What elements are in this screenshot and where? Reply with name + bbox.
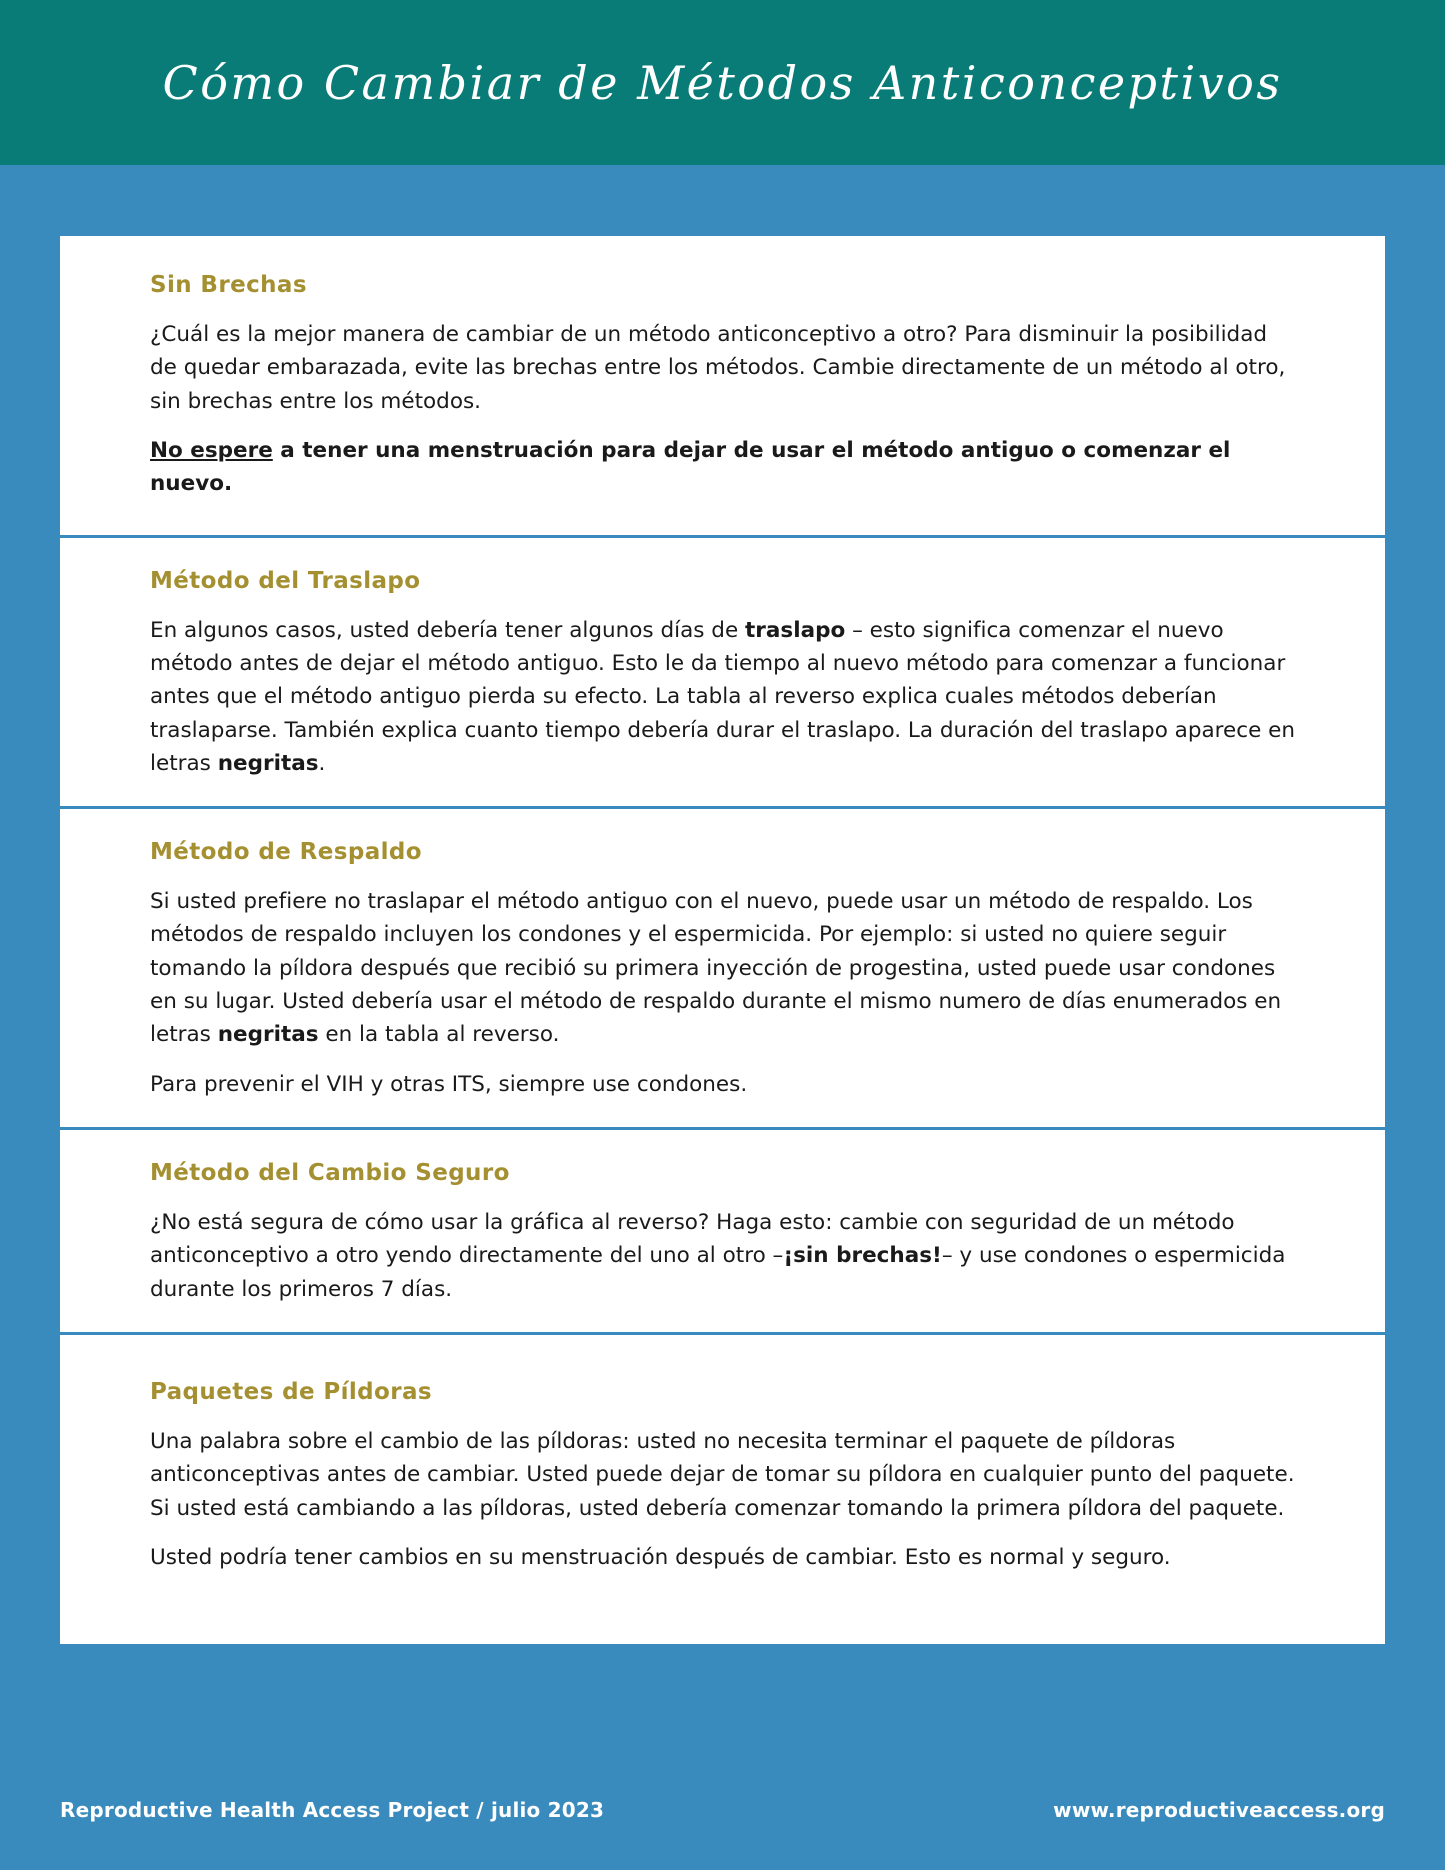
text-run: Una palabra sobre el cambio de las píldoras: usted no necesita terminar el paquete de píldoras anticonceptivas antes de cambiar. Usted puede dejar de tomar su píldora en cualquier punto del paquete. Si usted está cambiando a las píldoras, usted debería comenzar tomando la primera píldora del paquete.	[150, 1428, 1295, 1521]
section-body	[150, 1206, 1295, 1306]
emphasis-text: negritas	[217, 750, 319, 776]
text-run: Para prevenir el VIH y otras ITS, siempre use condones.	[150, 1071, 748, 1097]
paragraph	[150, 1541, 1295, 1574]
paragraph	[150, 434, 1295, 501]
paragraph	[150, 318, 1295, 418]
paragraph	[150, 1425, 1295, 1525]
page-footer	[0, 1750, 1445, 1870]
section-title: Método del Traslapo	[150, 567, 421, 594]
text-run: ¿No está segura de cómo usar la gráfica al reverso? Haga esto: cambie con seguridad de un método anticonceptivo a otro yendo directamente del uno al otro –	[150, 1210, 1235, 1269]
paragraph	[150, 614, 1295, 781]
footer-website[interactable]: www.reproductiveaccess.org	[1053, 1798, 1385, 1822]
emphasis-text: a tener una menstruación para dejar de usar el método antiguo o comenzar el nuevo.	[150, 437, 1231, 497]
paragraph	[150, 1206, 1295, 1306]
section-title: Método de Respaldo	[150, 839, 422, 866]
paragraph	[150, 885, 1295, 1052]
footer-organization: Reproductive Health Access Project / julio 2023	[60, 1798, 605, 1822]
section-body	[150, 318, 1295, 501]
section-metodo-de-respaldo	[60, 806, 1385, 1127]
section-title: Sin Brechas	[150, 272, 307, 298]
section-metodo-del-traslapo	[60, 535, 1385, 807]
section-title: Paquetes de Píldoras	[150, 1378, 433, 1405]
section-paquetes-de-pildoras	[60, 1332, 1385, 1644]
paragraph	[150, 1068, 1295, 1101]
text-run: en la tabla al reverso.	[318, 1022, 560, 1048]
text-run: En algunos casos, usted debería tener algunos días de	[150, 617, 746, 643]
emphasis-text: No espere	[150, 437, 273, 463]
emphasis-text: ¡sin brechas!	[783, 1243, 942, 1269]
page-header	[0, 0, 1445, 165]
section-title: Método del Cambio Seguro	[150, 1160, 510, 1186]
emphasis-text: negritas	[217, 1022, 319, 1048]
section-body	[150, 885, 1295, 1101]
content-card	[60, 236, 1385, 1644]
section-metodo-del-cambio-seguro	[60, 1127, 1385, 1332]
emphasis-text: traslapo	[745, 617, 846, 643]
text-run: .	[318, 750, 326, 776]
text-run: Usted podría tener cambios en su menstruación después de cambiar. Esto es normal y seguro.	[150, 1544, 1171, 1570]
text-run: – esto significa comenzar el nuevo método antes de dejar el método antiguo. Esto le da tiempo al nuevo método para comenzar a funcionar antes que el método antiguo pierda su efecto. La tabla al reverso explica cuales métodos deberían traslaparse. También explica cuanto tiempo debería durar el traslapo. La duración del traslapo aparece en letras	[150, 617, 1296, 776]
text-run: ¿Cuál es la mejor manera de cambiar de un método anticonceptivo a otro? Para disminuir la posibilidad de quedar embarazada, evite las brechas entre los métodos. Cambie directamente de un método al otro, sin brechas entre los métodos.	[150, 322, 1286, 414]
text-run: – y use condones o espermicida durante los primeros 7 días.	[150, 1243, 1286, 1302]
section-body	[150, 614, 1295, 781]
section-sin-brechas	[60, 236, 1385, 535]
page-title: Cómo Cambiar de Métodos Anticonceptivos	[162, 55, 1283, 110]
text-run: Si usted prefiere no traslapar el método antiguo con el nuevo, puede usar un método de respaldo. Los métodos de respaldo incluyen los condones y el espermicida. Por ejemplo: si usted no quiere seguir tomando la píldora después que recibió su primera inyección de progestina, usted puede usar condones en su lugar. Usted debería usar el método de respaldo durante el mismo numero de días enumerados en letras	[150, 889, 1282, 1048]
section-body	[150, 1425, 1295, 1574]
